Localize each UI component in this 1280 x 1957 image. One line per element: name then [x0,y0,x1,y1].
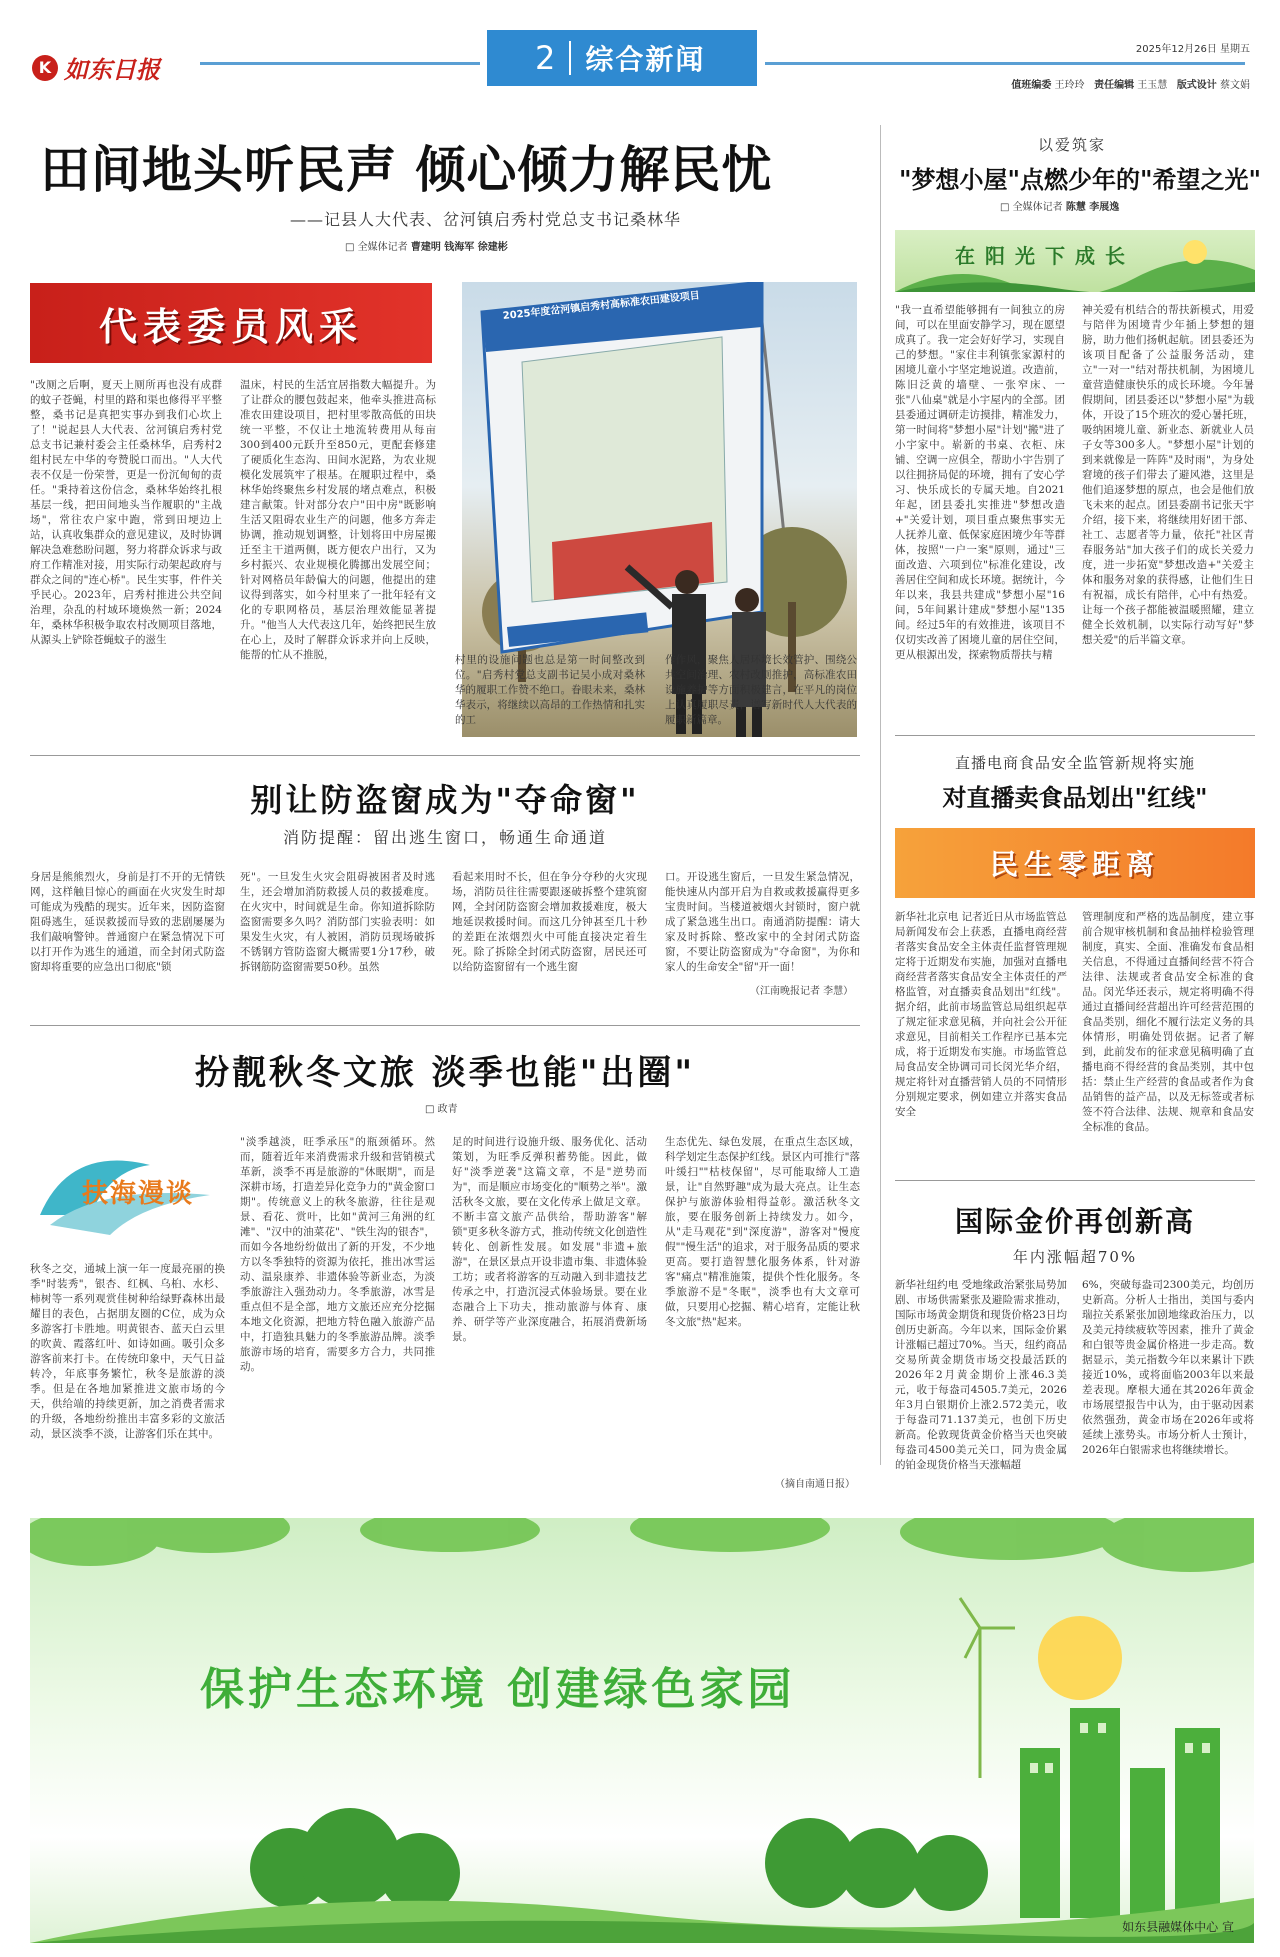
article-5-byline: □ 政青 [425,1104,458,1115]
article-5-col-4: 生态优先、绿色发展，在重点生态区域，科学划定生态保护红线。景区内可推行"落叶缓扫""枯枝保留"，尽可能取缔人工造景，让"自然野趣"成为最大亮点。让生态保护与旅游体验相得益彰。激活秋冬文旅，要在服务创新上持续发力。如今，从"走马观花"到"深度游"，游客对"慢度假""慢生活"的追求，对于服务品质的要求更高。要打造智慧化服务体系，针对游客"痛点"精准施策，提供个性化服务。冬季旅游不是"冬眠"，淡季也有大文章可做，只要用心挖掘、精心培育，定能让秋冬文旅"热"起来。 [665,1136,860,1328]
article-4-col-2: 管理制度和严格的选品制度，建立事前合规审核机制和食品抽样检验管理制度，真实、全面、准确发布食品相关信息，不得通过直播间经营不符合法律、法规或者食品安全标准的食品。闵光华还表示，规定将明确不得通过直播间经营超出许可经营范围的食品类别，细化不履行法定义务的具体情形，明确处罚依据。记者了解到，此前发布的征求意见稿明确了直播电商不得经营的食品类别，其中包括：禁止生产经营的食品或者作为食品销售的益产品，以及无标签或者标签不符合法律、法规、规章和食品安全标准的食品。 [1082,911,1254,1133]
divider-2 [30,1025,860,1026]
city-buildings [1020,1708,1220,1918]
article-5-column-banner: 扶海漫谈 [30,1125,230,1250]
divider-right-2 [895,1180,1255,1181]
eco-banner [30,1518,1254,1943]
article-1-col-1: "改厕之后啊，夏天上厕所再也没有成群的蚊子苍蝇，村里的路和渠也修得平平整整，桑书记是真把实事办到我们心坎上了！"说起县人大代表、岔河镇启秀村党总支书记兼村委会主任桑林华，启秀村2组村民左中华的夸赞脱口而出。"人大代表不仅是一份荣誉，更是一份沉甸甸的责任。"秉持着这份信念，桑林华始终扎根基层一线，把田间地头当作履职的"主战场"，常往农户家中跑，常到田埂边上站，认真收集群众的意见建议，及时协调解决急难愁盼问题，努力将群众诉求与政府工作精准对接，用实际行动架起政府与群众之间的"连心桥"。民生实事，件件关乎民心。2023年，启秀村推进公共空间治理，杂乱的村域环境焕然一新；2024年，桑林华积极争取农村改厕项目落地，从源头上铲除苍蝇蚊子的滋生 [30,379,222,646]
logo-text: 如东日报 [64,55,160,84]
article-4-kicker: 直播电商食品安全监管新规将实施 [954,754,1195,772]
article-1-subtitle: ——记县人大代表、岔河镇启秀村党总支书记桑林华 [290,210,682,229]
article-1-headline: 田间地头听民声 倾心倾力解民忧 [40,141,773,199]
article-4-headline: 对直播卖食品划出"红线" [942,783,1208,812]
sun-icon [1038,1616,1122,1700]
article-3-subtitle: 消防提醒：留出逃生窗口，畅通生命通道 [282,828,607,847]
column-divider [880,125,881,1465]
page-tab [487,30,757,86]
masthead-rule-left [200,62,480,65]
masthead [0,0,1280,95]
article-2-headline: "梦想小屋"点燃少年的"希望之光" [898,165,1261,194]
article-6-subtitle: 年内涨幅超70% [1012,1248,1138,1266]
photo-sign-title: 2025年度岔河镇启秀村高标准农田建设项目 [502,290,701,323]
article-5-col-3: 足的时间进行设施升级、服务优化、活动策划，为旺季反弹积蓄势能。因此，做好"淡季逆袭"这篇文章，不是"逆势而为"，而是顺应市场变化的"顺势之举"。激活秋冬文旅，要在文化传承上做足文章。不断丰富文旅产品供给，帮助游客"解锁"更多秋冬游方式，推动传统文化创造性转化、创新性发展。如发展"非遗+旅游"，在景区景点开设非遗市集、非遗体验工坊；或者将游客的互动融入到非遗技艺传承之中，打造沉浸式体验场景。要在业态融合上下功夫，推动旅游与体育、康养、研学等产业深度融合，拓展消费新场景。 [452,1136,647,1343]
eco-footer: 如东县融媒体中心 宣 [1122,1920,1234,1934]
article-2-banner: 在阳光下成长 [895,230,1255,292]
divider-right-1 [895,735,1255,736]
page-section: 综合新闻 [585,43,706,76]
masthead-rule-right [765,62,1245,65]
article-5-col-2: "淡季越淡，旺季承压"的瓶颈循环。然而，随着近年来消费需求升级和营销模式革新，淡季不再是旅游的"休眠期"，而是深耕市场，打造差异化竞争力的"黄金窗口期"。传统意义上的秋冬旅游，往往是观景、看花、赏叶，比如"黄河三角洲的红滩"、"汉中的油菜花"、"铁生沟的银杏"，而如今各地纷纷做出了新的开发，不少地方以冬季独特的资源为依托，推出冰雪运动、温泉康养、非遗体验等新业态，为淡季旅游注入强劲动力。冬季旅游，冰雪是重点但不是全部，地方文旅还应充分挖掘本地文化资源，把地方特色融入旅游产品中，打造独具魅力的冬季旅游品牌。淡季旅游市场的培育，需要多方合力，共同推动。 [240,1136,435,1373]
article-2-col-2: 神关爱有机结合的帮扶新模式，用爱与陪伴为困境青少年插上梦想的翅膀，助力他们扬帆起航。团县委还为该项目配备了公益服务活动，建立"一对一"结对帮扶机制，为困境儿童营造健康快乐的成长环境。今年暑假期间，团县委还以"梦想小屋"为载体，开设了15个班次的爱心暑托班，吸纳困境儿童、新业态、新就业人员子女等300多人。"梦想小屋"计划的到来就像是一阵阵"及时雨"，为身处窘境的孩子们带去了避风港，这里是他们追逐梦想的原点，也会是他们放飞未来的起点。团县委副书记张天宇介绍，接下来，将继续用好团干部、社工、志愿者等力量，依托"社区青春服务站"加大孩子们的成长关爱力度，进一步拓宽"梦想改造+"关爱主体和服务对象的获得感，让他们生日有祝福，成长有陪伴，心中有热爱。让每一个孩子都能被温暖照耀，建立健全长效机制，以实际行动写好"梦想关爱"的后半篇文章。 [1082,304,1254,646]
article-1-column-banner: 代表委员风采 [30,283,432,363]
logo-icon: K [32,55,58,81]
article-4-banner: 民生零距离 [895,828,1255,898]
article-6-headline: 国际金价再创新高 [954,1205,1195,1238]
trees [250,1808,988,1913]
wind-turbine-icon [960,1598,1015,1778]
article-2-col-1: "我一直希望能够拥有一间独立的房间，可以在里面安静学习，现在愿望成真了。我一定会好好学习，实现自己的梦想。"家住丰利镇张家源村的困境儿童小宇坚定地说道。改造前，陈旧泛黄的墙壁、一张窄床、一张"八仙桌"就是小宇屋内的全部。团县委通过调研走访摸排，精准发力，第一时间将"梦想小屋"计划"搬"进了小宇家中。崭新的书桌、衣柜、床铺、空调一应俱全，帮助小宇告别了以往拥挤局促的环境，拥有了安心学习、快乐成长的专属天地。自2021年起，团县委扎实推进"梦想改造+"关爱计划，项目重点聚焦事实无人抚养儿童、低保家庭困境少年等群体，按照"一户一案"原则，通过"三面改造、六项到位"标准化建设，改善居住空间和成长环境。据统计，今年以来，我县共建成"梦想小屋"16间，5年间累计建成"梦想小屋"135间。经过5年的有效推进，该项目不仅切实改善了困境儿童的居住空间，更从根源出发，探索物质帮扶与精 [895,304,1065,661]
article-3-col-3: 看起来用时不长，但在争分夺秒的火灾现场，消防员往往需要跟逐破拆整个建筑窗网，全封闭防盗窗会增加救援难度，极大地延误救援时间。而这几分钟甚至几十秒的差距在浓烟烈火中可能直接决定着生死。除了拆除全封闭式防盗窗，居民还可以给防盗窗留有一个逃生窗 [452,871,647,973]
article-1-col-3: 村里的设施问题也总是第一时间整改到位。"启秀村党总支副书记吴小成对桑林华的履职工作赞不绝口。眷眼未来，桑林华表示，将继续以高昂的工作热情和扎实的工 [455,654,645,726]
article-5-col-1: 秋冬之交，通城上演一年一度最亮丽的换季"时装秀"，银杏、红枫、乌桕、水杉、柿树等一系列观赏佳树种给绿野森林出最耀目的表色，占据朋友圈的C位，成为众多游客打卡胜地。明黄银杏、蓝天白云里的吹黄、霞落红叶、如诗如画。吸引众多游客前来打卡。在传统印象中，天气日益转冷，年底事务繁忙，秋冬是旅游的淡季。但是在各地加紧推进文旅市场的今天，供给端的持续更新，加之消费者需求的升级，各地纷纷推出丰富多彩的文旅活动，景区淡季不淡，让游客们乐在其中。 [30,1263,225,1440]
article-3-col-2: 死"。一旦发生火灾会阻碍被困者及时逃生，还会增加消防救援人员的救援难度。在火灾中，时间就是生命。你知道拆除防盗窗需要多久吗？消防部门实验表明：如果发生火灾，有人被困，消防员现场破拆不锈钢方管防盗窗大概需要1分17秒，破拆钢筋防盗窗需要50秒。虽然 [240,871,435,973]
article-5-source: （摘自南通日报） [775,1479,855,1490]
leaves-top [30,1518,1254,1572]
article-3-col-1: 身居是熊熊烈火，身前是打不开的无情铁网，这样触目惊心的画面在火灾发生时却可能成为残酷的现实。近年来，因防盗窗阻碍逃生，延误救援而导致的悲剧屡屡为我们敲响警钟。普通窗户在紧急情况下可以打开作为逃生的通道，而全封闭式防盗窗却将重要的应急出口彻底"锁 [30,871,225,973]
article-2-byline: □ 全媒体记者 陈慧 李展逸 [1000,202,1120,213]
article-5-headline: 扮靓秋冬文旅 淡季也能"出圈" [194,1053,696,1093]
logo [32,50,160,85]
divider-1 [30,755,860,756]
article-6-col-1: 新华社纽约电 受地缘政治紧张局势加剧、市场供需紧张及避险需求推动，国际市场黄金期货和现货价格23日均创历史新高。今年以来，国际金价累计涨幅已超过70%。当天，纽约商品交易所黄金期货市场交投最活跃的2026年2月黄金期价上涨46.3美元，收于每盎司4505.7美元，2026年3月白银期价上涨2.572美元，收于每盎司71.137美元，也创下历史新高。伦敦现货黄金价格当天也突破每盎司4500美元关口，同为贵金属的铂金现货价格当天涨幅超 [895,1279,1067,1471]
article-3-col-4: 口。开设逃生窗后，一旦发生紧急情况，能快速从内部开启为自救或救援赢得更多宝贵时间。当楼道被烟火封锁时，窗户就成了紧急逃生出口。南通消防提醒：请大家及时拆除、整改家中的全封闭式防盗窗，不要让防盗窗成为"夺命窗"，为你和家人的生命安全"留"开一面！ [665,871,860,973]
issue-date: 2025年12月26日 星期五 [1135,44,1250,55]
article-1-col-2: 温床，村民的生活宜居指数大幅提升。为了让群众的腰包鼓起来，他牵头推进高标准农田建设项目，把村里零散高低的田块统一平整，不仅让土地流转费用从每亩300到400元跃升至850元，更配套修建了硬质化生态沟、田间水泥路，为农业规模化发展筑牢了根基。在履职过程中，桑林华始终聚焦乡村发展的堵点难点，积极建言献策。针对部分农户"田中房"既影响生活又阻碍农业生产的问题，他多方奔走协调，推动规划调整，计划将田中房屋搬迁至主干道两侧，既方便农户出行，又为乡村振兴、农业规模化腾挪出发展空间；针对网格员年龄偏大的问题，他提出的建议得到落实，如今村里来了一批年轻有文化的专职网格员，基层治理效能显著提升。"他当人大代表这几年，始终把民生放在心上，及时了解群众诉求并向上反映，能帮的忙从不推脱， [240,379,436,661]
eco-slogan: 保护生态环境 创建绿色家园 [200,1664,796,1715]
editor-credits: 值班编委 王玲玲 责任编辑 王玉慧 版式设计 蔡文娟 [1011,80,1250,91]
article-1-byline: □ 全媒体记者 曹建明 钱海军 徐建彬 [345,242,508,253]
eco-scene [30,1518,1254,1943]
article-3-source: （江南晚报记者 李慧） [750,986,854,997]
page-number: 2 [535,39,556,77]
article-1-col-4: 作作风，聚焦人居环境长效管护、围绕公共空间治理、农村改厕推护，高标准农田设施养护等方面积极建言，在平凡的岗位上认真履职尽责，谱写新时代人大代表的履职新篇章。 [665,654,857,726]
article-6-col-2: 6%，突破每盎司2300美元，均创历史新高。分析人士指出，美国与委内瑞拉关系紧张加剧地缘政治压力，以及美元持续疲软等因素，推升了黄金和白银等贵金属价格进一步走高。数据显示，美元指数今年以来累计下跌接近10%，或将面临2003年以来最差表现。摩根大通在其2026年黄金市场展望报告中认为，由于驱动因素依然强劲，黄金市场在2026年或将延续上涨势头。市场分析人士预计，2026年白银需求也将继续增长。 [1082,1279,1254,1456]
article-3-headline: 别让防盗窗成为"夺命窗" [250,781,640,819]
article-2-kicker: 以爱筑家 [1038,136,1107,154]
article-4-col-1: 新华社北京电 记者近日从市场监管总局新闻发布会上获悉，直播电商经营者落实食品安全主体责任监督管理规定将于近期发布实施，加强对直播电商经营者落实食品安全主体责任的严格监管，对直播卖食品划出"红线"。据介绍，此前市场监管总局组织起草了规定征求意见稿，并向社会公开征求意见，目前相关工作程序已基本完成，将于近期发布实施。市场监管总局食品安全协调司司长闵光华介绍，规定将针对直播营销人员的不同情形分别规定要求，例如建立并落实食品安全 [895,911,1067,1118]
